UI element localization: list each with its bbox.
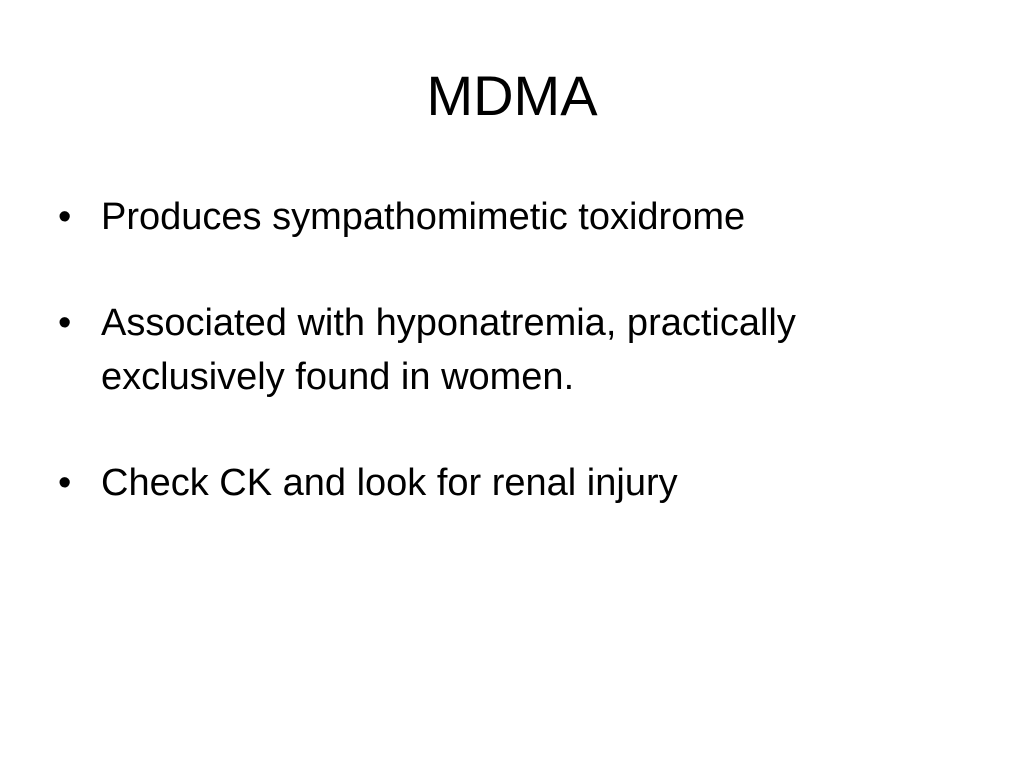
bullet-marker: • (58, 302, 72, 344)
bullet-marker: • (58, 196, 72, 238)
bullet-item (58, 456, 958, 510)
bullet-item (58, 296, 958, 404)
bullet-text: Produces sympathomimetic toxidrome (101, 196, 746, 238)
bullet-text: Check CK and look for renal injury (101, 462, 678, 504)
slide-title: MDMA (426, 64, 598, 127)
bullet-item (58, 190, 958, 244)
bullet-text: Associated with hyponatremia, practically exclusively found in women. (101, 302, 796, 398)
bullet-list (58, 190, 958, 562)
bullet-marker: • (58, 462, 72, 504)
